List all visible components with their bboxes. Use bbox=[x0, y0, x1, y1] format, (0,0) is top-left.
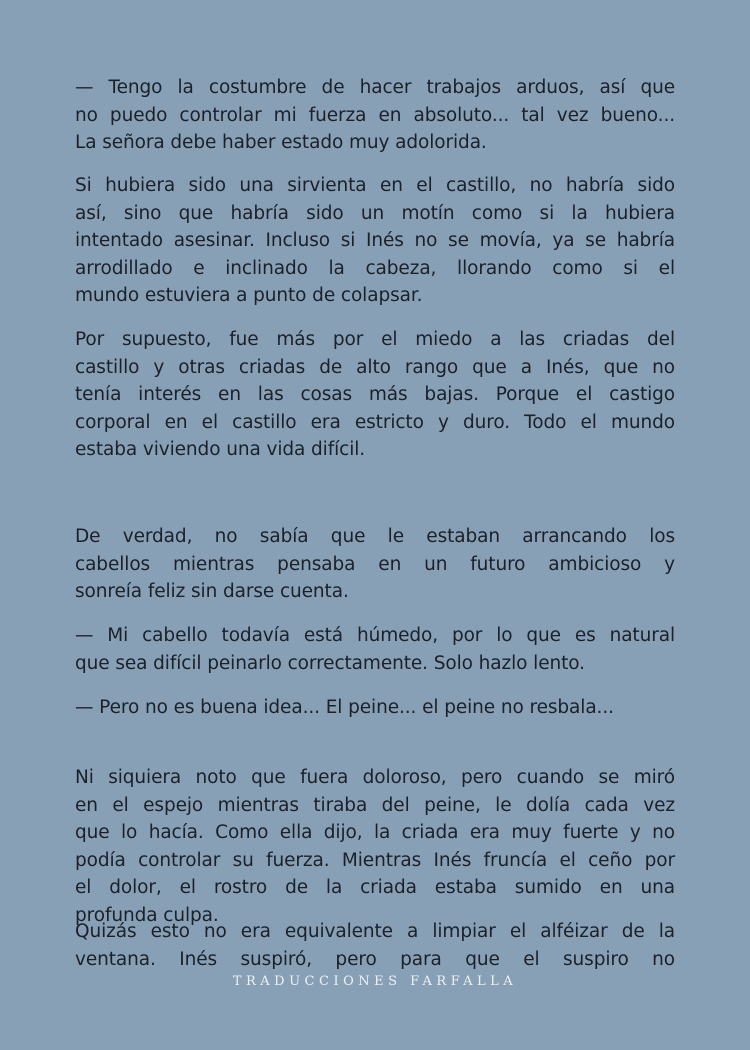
text-line: mundo estuviera a punto de colapsar. bbox=[75, 285, 423, 307]
paragraph bbox=[75, 172, 675, 310]
paragraph bbox=[75, 918, 675, 973]
text-line: arrodillado e inclinado la cabeza, llorando como si el bbox=[75, 257, 675, 279]
text-line: podía controlar su fuerza. Mientras Inés fruncía el ceño por bbox=[75, 849, 675, 871]
text-line: el dolor, el rostro de la criada estaba sumido en una bbox=[75, 877, 675, 899]
paragraph bbox=[75, 326, 675, 464]
text-line: Si hubiera sido una sirvienta en el castillo, no habría sido bbox=[75, 175, 675, 196]
text-line: castillo y otras criadas de alto rango que a Inés, que no bbox=[75, 356, 675, 378]
text-line: ventana. Inés suspiró, pero para que el suspiro no bbox=[75, 948, 675, 970]
paragraph bbox=[75, 74, 675, 157]
text-line: — Tengo la costumbre de hacer trabajos arduos, así que bbox=[75, 77, 675, 98]
text-line: De verdad, no sabía que le estaban arrancando los bbox=[75, 526, 675, 547]
text-line: Ni siquiera noto que fuera doloroso, pero cuando se miró bbox=[75, 767, 675, 788]
text-line: intentado asesinar. Incluso si Inés no se movía, ya se habría bbox=[75, 230, 675, 252]
text-line: corporal en el castillo era estricto y duro. Todo el mundo bbox=[75, 411, 675, 433]
paragraph bbox=[75, 622, 675, 677]
text-line: Quizás esto no era equivalente a limpiar el alféizar de la bbox=[75, 921, 675, 942]
text-line: estaba viviendo una vida difícil. bbox=[75, 439, 366, 461]
paragraph bbox=[75, 764, 675, 930]
text-line: profunda culpa. bbox=[75, 904, 219, 926]
text-line: que sea difícil peinarlo correctamente. Solo hazlo lento. bbox=[75, 652, 585, 674]
footer-credit: TRADUCCIONES FARFALLA bbox=[232, 974, 518, 989]
text-line: en el espejo mientras tiraba del peine, le dolía cada vez bbox=[75, 794, 675, 816]
text-line: Por supuesto, fue más por el miedo a las criadas del bbox=[75, 329, 675, 350]
text-line: cabellos mientras pensaba en un futuro ambicioso y bbox=[75, 553, 675, 575]
text-line: sonreía feliz sin darse cuenta. bbox=[75, 581, 349, 603]
paragraph bbox=[75, 694, 675, 722]
text-line: — Pero no es buena idea... El peine... el peine no resbala... bbox=[75, 697, 614, 718]
paragraph bbox=[75, 523, 675, 606]
text-line: tenía interés en las cosas más bajas. Porque el castigo bbox=[75, 384, 675, 406]
text-line: no puedo controlar mi fuerza en absoluto... tal vez bueno... bbox=[75, 104, 675, 126]
text-line: que lo hacía. Como ella dijo, la criada era muy fuerte y no bbox=[75, 822, 675, 844]
text-line: — Mi cabello todavía está húmedo, por lo que es natural bbox=[75, 625, 675, 646]
text-line: La señora debe haber estado muy adolorida. bbox=[75, 132, 487, 154]
text-line: así, sino que habría sido un motín como si la hubiera bbox=[75, 202, 675, 224]
